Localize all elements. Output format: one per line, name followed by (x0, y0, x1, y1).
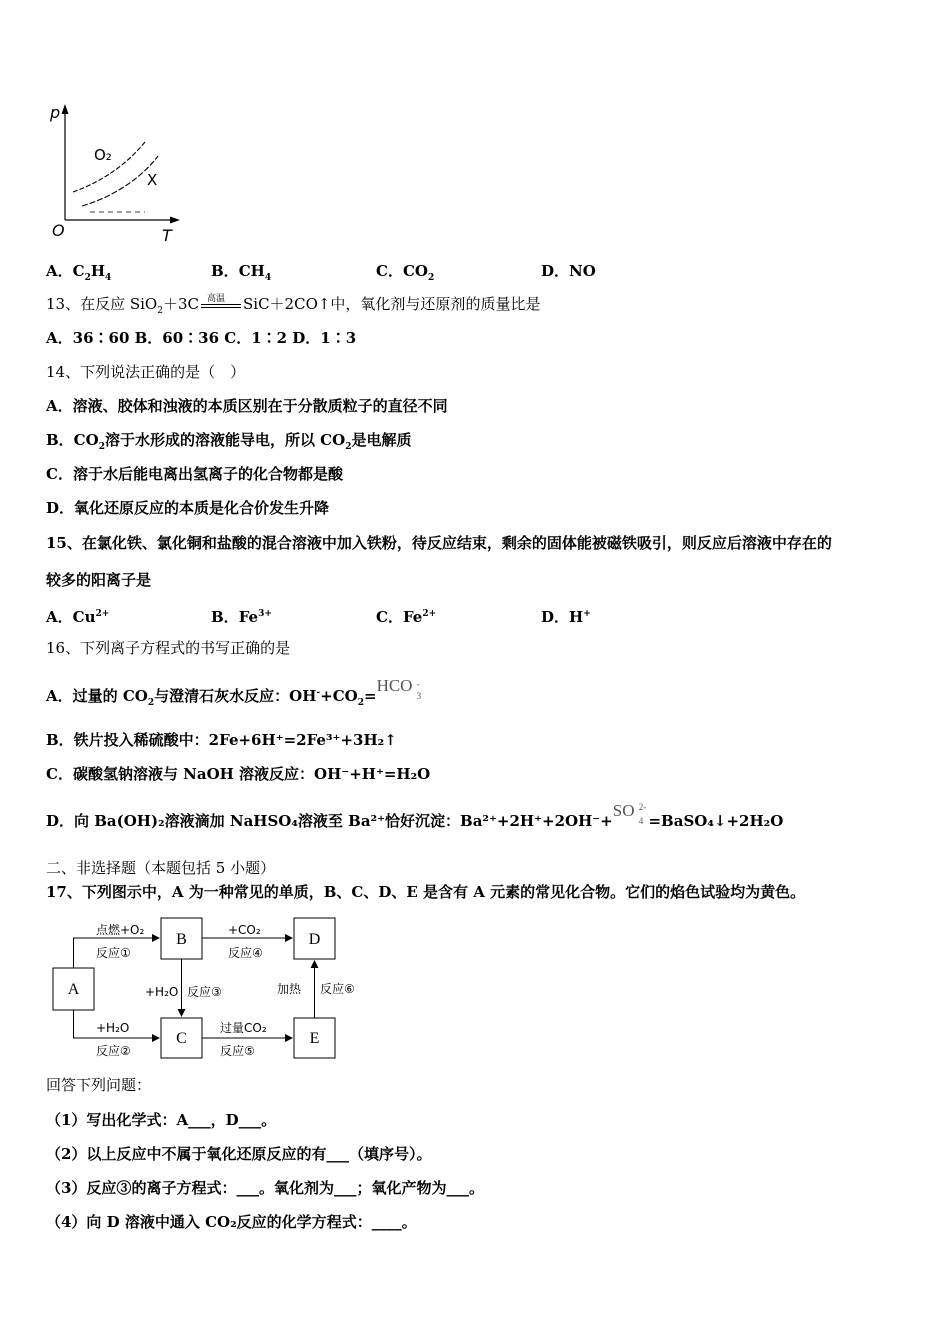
q15-option-a: A．$Cu^{2+}$ (46, 608, 110, 626)
q15-stem-line2: 较多的阳离子是 (46, 571, 152, 589)
q16-option-b: B．铁片投入稀硫酸中：2Fe+6H⁺=2Fe³⁺+3H₂↑ (46, 731, 397, 749)
q14-stem: 14、下列说法正确的是（ ） (46, 363, 246, 381)
q17-part1: （1）写出化学式：A___，D___。 (46, 1111, 277, 1129)
r6-condition: 加热 (277, 982, 302, 996)
q16-option-a: A．过量的 $CO_2$与澄清石灰水反应：$OH^-+CO_2=HCO$ - 3 (46, 676, 422, 708)
q15-stem-line1: 15、在氯化铁、氯化铜和盐酸的混合溶液中加入铁粉，待反应结束，剩余的固体能被磁铁吸引，则反应后溶液中存在的 (46, 534, 832, 552)
reaction-flow-diagram (46, 912, 376, 1066)
x-axis-arrow (170, 217, 180, 224)
q16-option-d: D．向 Ba(OH)₂溶液滴加 NaHSO₄溶液至 Ba²⁺恰好沉淀：Ba²⁺+2H⁺+2OH⁻+SO 2- 4 =BaSO₄↓+2H₂O (46, 801, 784, 830)
x-label: X (147, 171, 158, 189)
r5-condition: 过量CO₂ (220, 1021, 267, 1035)
r4-condition: +CO₂ (228, 923, 261, 937)
q17-stem: 17、下列图示中，A 为一种常见的单质，B、C、D、E 是含有 A 元素的常见化合物。它们的焰色试验均为黄色。 (46, 883, 806, 901)
q15-option-c: C．$Fe^{2+}$ (376, 608, 437, 626)
r4-label: 反应④ (228, 946, 263, 960)
pressure-temperature-graph (40, 98, 190, 248)
r3-label: 反应③ (187, 985, 222, 999)
q13-options: A．36∶60 B．60∶36 C．1∶2 D．1∶3 (46, 329, 357, 347)
r3-condition: +H₂O (145, 985, 179, 999)
r5-label: 反应⑤ (220, 1044, 255, 1058)
q12-option-a: A．$C_2H_4$ (46, 262, 112, 283)
r2-label: 反应② (96, 1044, 131, 1058)
reaction-condition: 高温 (199, 294, 243, 314)
box-a-label: A (67, 981, 80, 998)
q15-option-d: D．H+ (541, 608, 591, 626)
q14-option-c: C．溶于水后能电离出氢离子的化合物都是酸 (46, 465, 343, 483)
q13-stem: 13、在反应 SiO$_2$＋3C 高温 SiC＋2CO↑中，氧化剂与还原剂的质量比是 (46, 294, 541, 316)
box-b-label: B (176, 931, 187, 948)
sulfate-ion: SO 2- 4 (612, 801, 647, 826)
answer-intro: 回答下列问题： (46, 1076, 152, 1094)
q15-option-b: B．$Fe^{3+}$ (211, 608, 272, 626)
box-d-label: D (308, 931, 321, 948)
bicarbonate-ion: HCO - 3 (376, 676, 422, 701)
q17-part3: （3）反应③的离子方程式：___。氧化剂为___；氧化产物为___。 (46, 1179, 484, 1197)
q14-option-b: B．$CO_2$溶于水形成的溶液能导电，所以 $CO_2$是电解质 (46, 431, 412, 452)
q12-option-c: C．$CO_2$ (376, 262, 435, 283)
box-e-label: E (309, 1030, 320, 1047)
r2-condition: +H₂O (96, 1021, 130, 1035)
q16-stem: 16、下列离子方程式的书写正确的是 (46, 639, 291, 657)
q16-option-c: C．碳酸氢钠溶液与 NaOH 溶液反应：OH⁻+H⁺=H₂O (46, 765, 431, 783)
q12-option-d: D．NO (541, 262, 596, 280)
r1-condition: 点燃+O₂ (96, 923, 145, 937)
x-axis-label: T (162, 226, 172, 245)
q17-part2: （2）以上反应中不属于氧化还原反应的有___（填序号）。 (46, 1145, 432, 1163)
y-axis-arrow (62, 104, 69, 114)
origin-label: O (52, 221, 65, 240)
y-axis-label: p (50, 103, 61, 122)
box-c-label: C (176, 1030, 187, 1047)
q17-part4: （4）向 D 溶液中通入 CO₂反应的化学方程式：____。 (46, 1213, 417, 1231)
q12-option-b: B．$CH_4$ (211, 262, 272, 283)
r1-label: 反应① (96, 946, 131, 960)
r6-label: 反应⑥ (320, 982, 355, 996)
section-title: 二、非选择题（本题包括 5 小题） (46, 859, 276, 877)
q14-option-a: A．溶液、胶体和浊液的本质区别在于分散质粒子的直径不同 (46, 397, 448, 415)
q14-option-d: D．氧化还原反应的本质是化合价发生升降 (46, 499, 330, 517)
o2-label: O₂ (94, 146, 112, 164)
